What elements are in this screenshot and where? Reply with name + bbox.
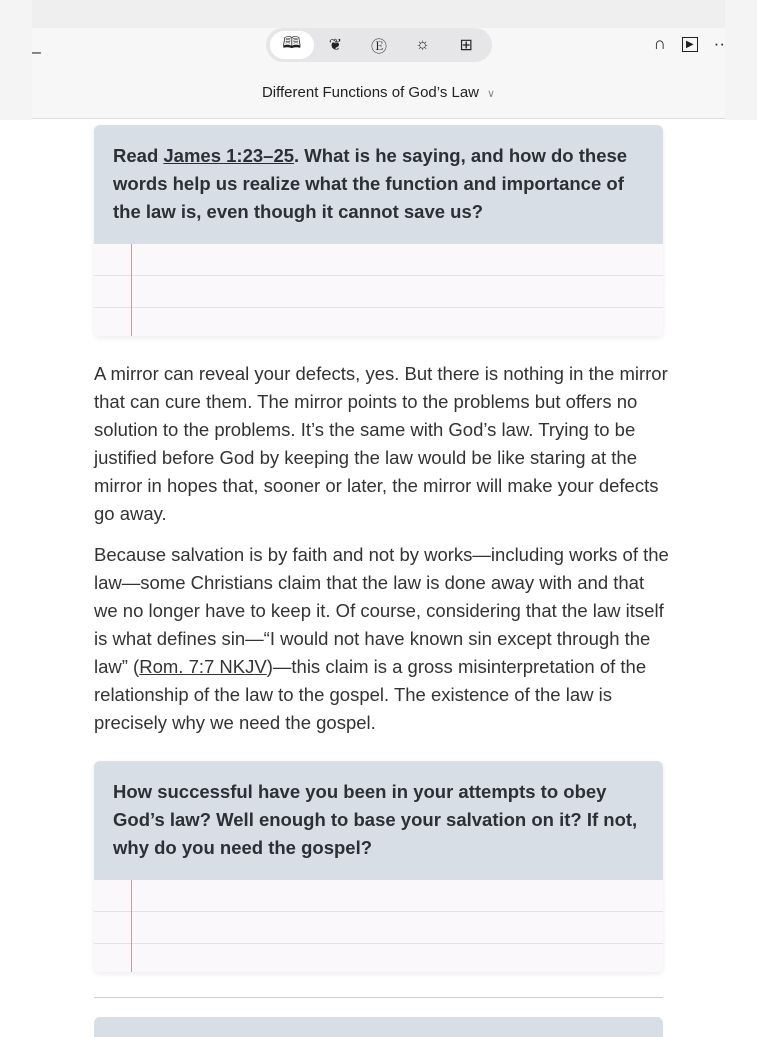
- chevron-down-icon: ∨: [487, 88, 496, 100]
- header-actions: [654, 34, 725, 54]
- book-icon[interactable]: 🕮: [270, 31, 314, 59]
- paragraph: Because salvation is by faith and not by works—including works of the law—some Christians claim that the law is done away with and that we no longer have to keep it. Of course, considering that the law itself is what defines sin—“I would not have known sin except through the law” (Rom. 7:7 NKJV)—this claim is a gross misinterpretation of the relationship of the law to the gospel. The existence of the law is precisely why we need the gospel.: [94, 544, 669, 733]
- answer-field[interactable]: [94, 880, 663, 972]
- question-card: [94, 761, 663, 972]
- sunrise-icon[interactable]: ☼: [415, 36, 430, 53]
- question-text: Read James 1:23–25. What is he saying, and how do these words help us realize what the function and importance of the law is, even though it cannot save us?: [94, 125, 663, 244]
- egw-icon[interactable]: Ⓔ: [370, 38, 387, 56]
- minimize-icon[interactable]: –: [32, 44, 41, 61]
- scripture-link[interactable]: James 1:23–25: [163, 145, 295, 166]
- lesson-title-dropdown[interactable]: [32, 84, 725, 101]
- lesson-title: Different Functions of God’s Law: [261, 84, 479, 101]
- paragraph: A mirror can reveal your defects, yes. But there is nothing in the mirror that can cure them. The mirror points to the problems but offers no solution to the problems. It’s the same with God’s law. Trying to be justified before God by keeping the law would be like staring at the mirror in hopes that, sooner or later, the mirror will make your defects go away.: [94, 363, 668, 524]
- more-icon[interactable]: ··: [713, 34, 725, 53]
- header: [32, 28, 725, 119]
- scripture-link[interactable]: Rom. 7:7 NKJV: [139, 656, 267, 677]
- headphones-icon[interactable]: ∩: [653, 34, 666, 53]
- side-fade: [725, 0, 757, 120]
- plant-icon[interactable]: ❦: [328, 37, 343, 54]
- question-card: [94, 125, 663, 336]
- question-text: How successful have you been in your attempts to obey God’s law? Well enough to base your salvation on it? If not, why do you need the gospel?: [94, 761, 663, 880]
- side-fade: [0, 0, 32, 120]
- section-tabs: [266, 28, 492, 62]
- next-card: [94, 1017, 663, 1037]
- top-fade: [0, 0, 757, 30]
- answer-field[interactable]: [94, 244, 663, 336]
- divider: [94, 997, 663, 998]
- video-icon[interactable]: ▶: [682, 37, 698, 52]
- grid-icon[interactable]: ⊞: [459, 37, 473, 54]
